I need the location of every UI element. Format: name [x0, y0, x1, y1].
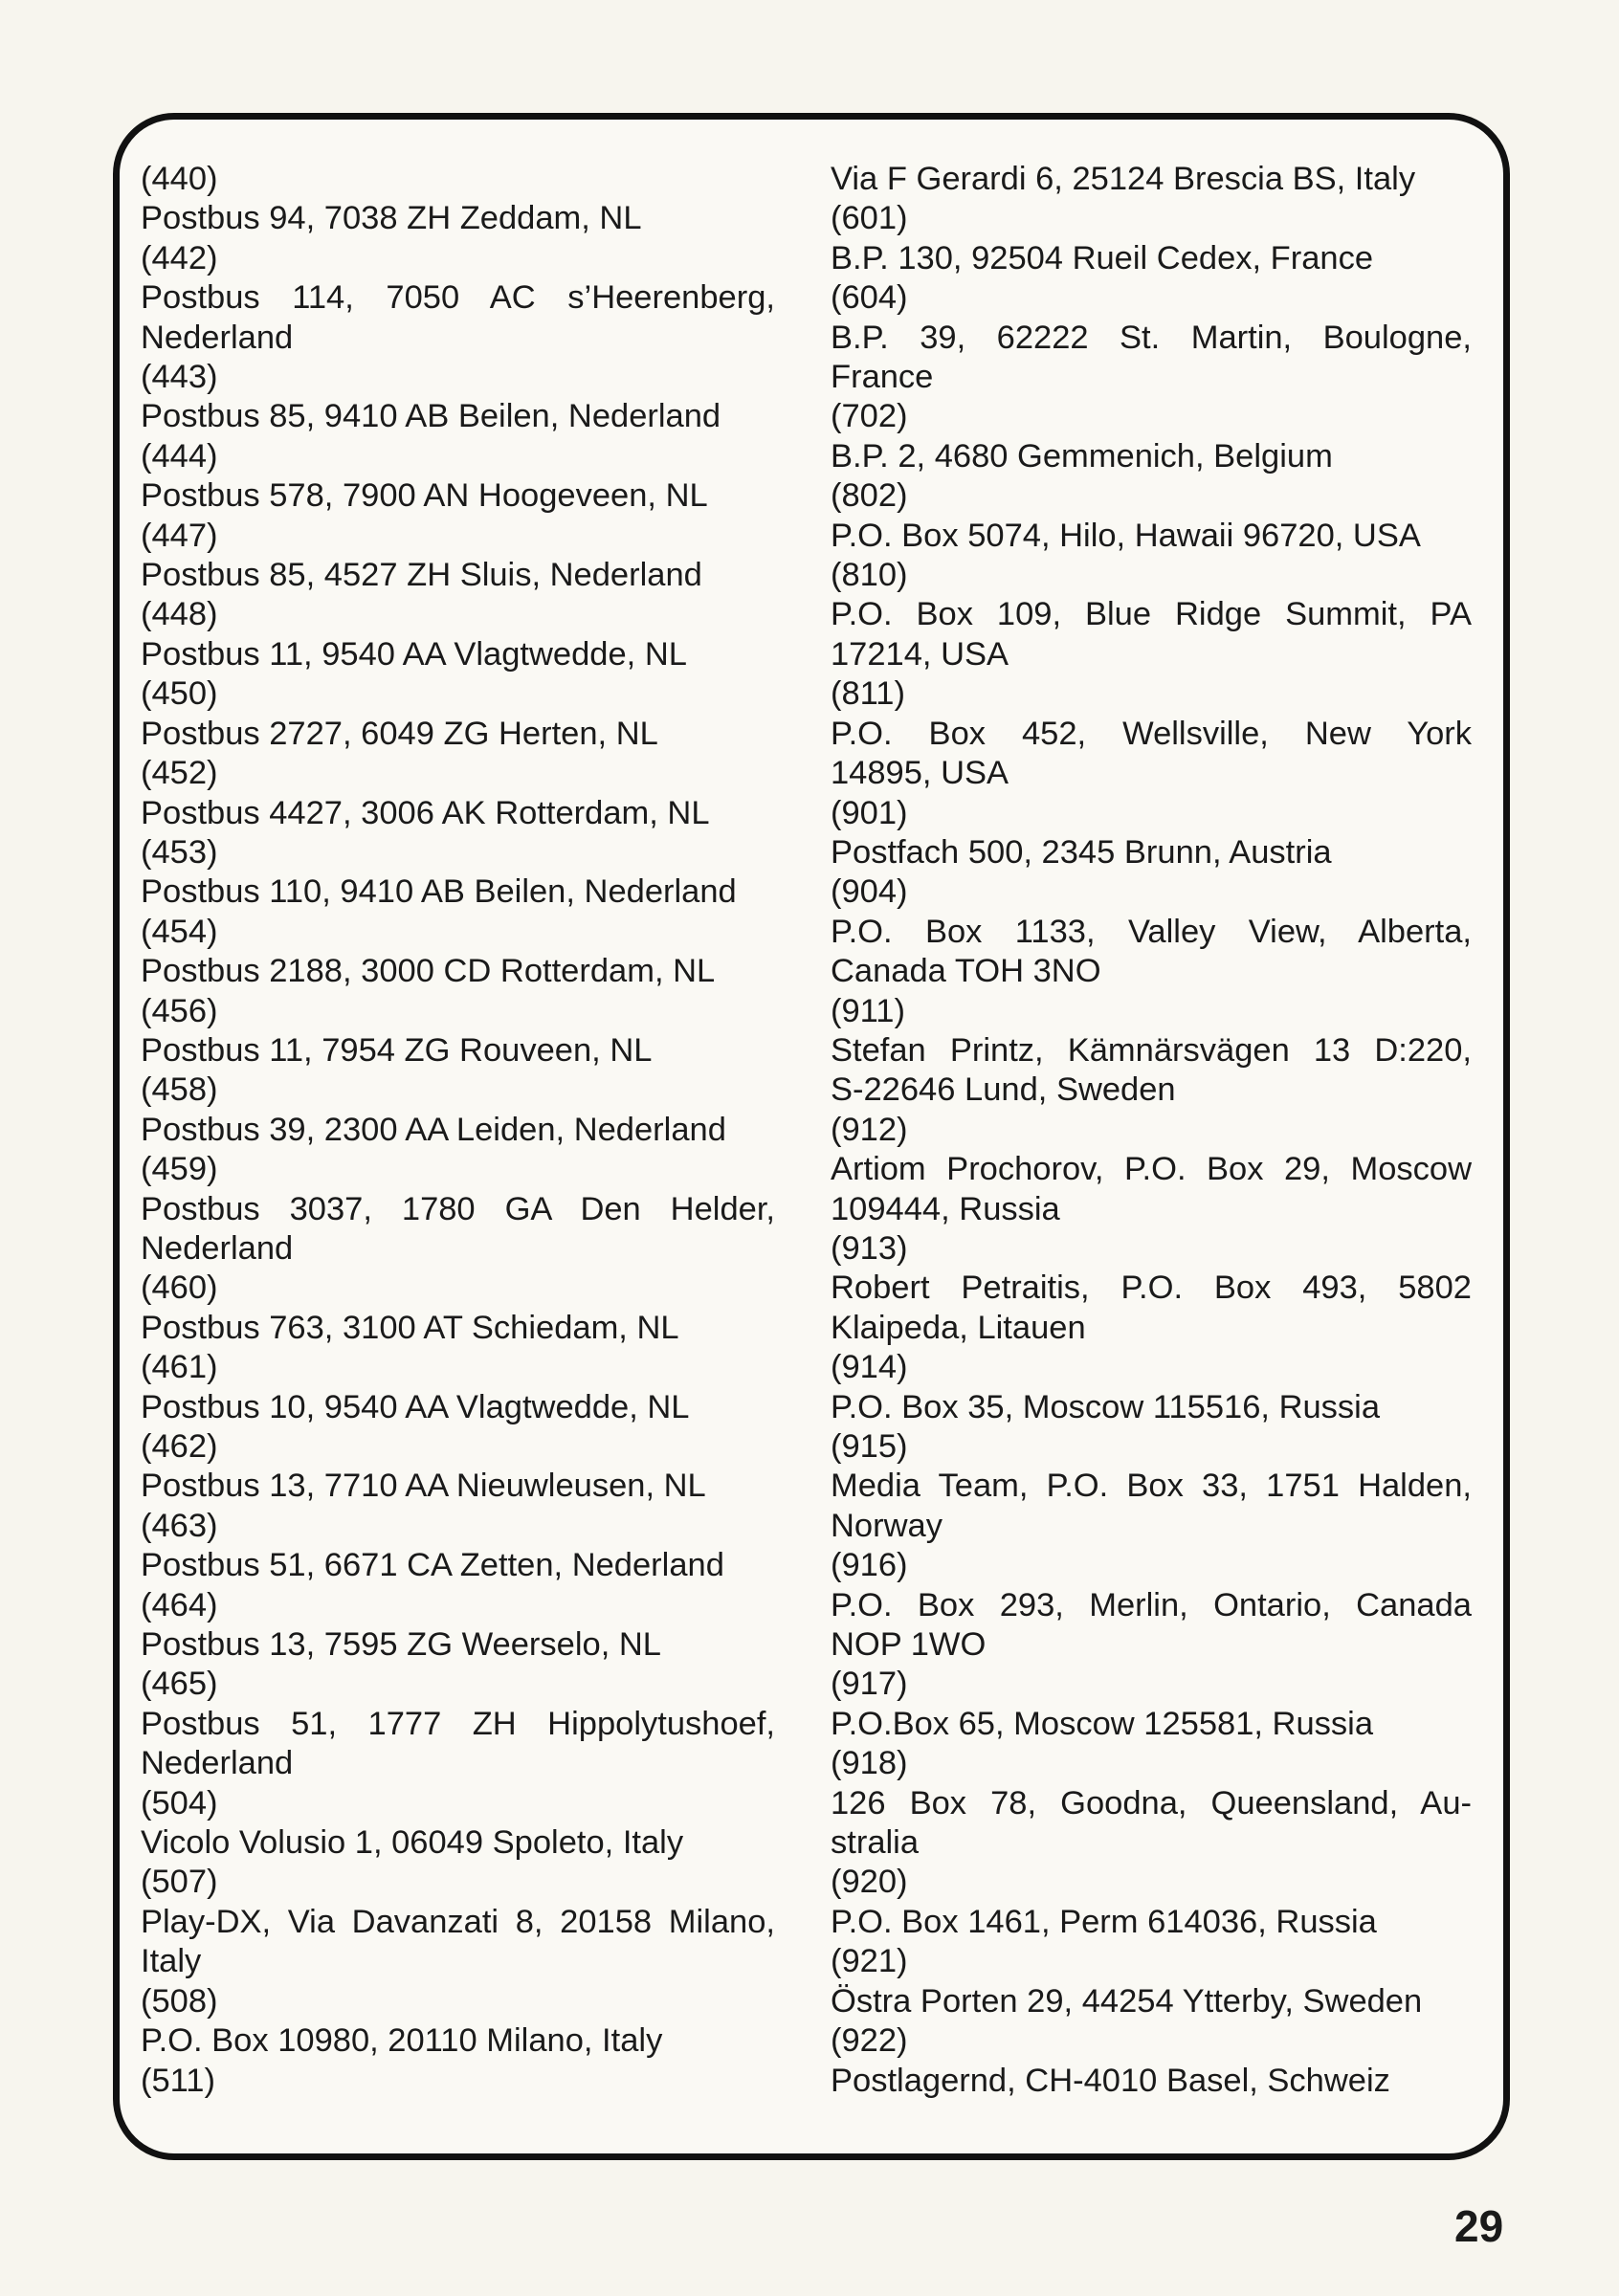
address-line: Postfach 500, 2345 Brunn, Austria: [831, 833, 1332, 871]
address-code: (922): [831, 2022, 908, 2060]
address-line: Postlagernd, CH-4010 Basel, Schweiz: [831, 2062, 1390, 2099]
page-number: 29: [1454, 2201, 1504, 2251]
address-line: Postbus 85, 4527 ZH Sluis, Nederland: [141, 557, 702, 594]
address-code: (508): [141, 1982, 218, 2020]
address-code: (465): [141, 1666, 218, 1703]
address-line: Nederland: [141, 319, 294, 356]
left-column: [141, 160, 775, 2101]
address-line: Postbus 39, 2300 AA Leiden, Nederland: [141, 1111, 726, 1148]
address-code: (507): [141, 1864, 218, 1901]
address-line: stralia: [831, 1824, 920, 1862]
address-code: (911): [831, 992, 905, 1029]
address-line: 14895, USA: [831, 755, 1009, 792]
address-line: 17214, USA: [831, 635, 1009, 673]
address-line: Nederland: [141, 1745, 294, 1782]
address-line: P.O. Box 109, Blue Ridge Summit, PA: [831, 596, 1472, 633]
address-line: Postbus 2188, 3000 CD Rotterdam, NL: [141, 953, 716, 990]
address-line: Postbus 578, 7900 AN Hoogeveen, NL: [141, 477, 708, 515]
address-line: P.O. Box 35, Moscow 115516, Russia: [831, 1388, 1381, 1425]
address-line: Canada TOH 3NO: [831, 953, 1101, 990]
address-code: (461): [141, 1349, 218, 1386]
address-code: (920): [831, 1864, 908, 1901]
address-code: (443): [141, 359, 218, 396]
address-code: (462): [141, 1428, 218, 1465]
address-line: Postbus 4427, 3006 AK Rotterdam, NL: [141, 794, 710, 831]
address-code: (450): [141, 675, 218, 713]
address-line: Artiom Prochorov, P.O. Box 29, Moscow: [831, 1151, 1472, 1188]
address-line: P.O. Box 293, Merlin, Ontario, Canada: [831, 1586, 1472, 1623]
address-line: Postbus 51, 6671 CA Zetten, Nederland: [141, 1547, 724, 1584]
address-line: Vicolo Volusio 1, 06049 Spoleto, Italy: [141, 1824, 684, 1862]
address-line: S-22646 Lund, Sweden: [831, 1071, 1176, 1109]
address-line: P.O. Box 5074, Hilo, Hawaii 96720, USA: [831, 517, 1421, 554]
address-line: Östra Porten 29, 44254 Ytterby, Sweden: [831, 1982, 1423, 2020]
address-line: P.O. Box 10980, 20110 Milano, Italy: [141, 2022, 663, 2060]
address-line: Postbus 85, 9410 AB Beilen, Nederland: [141, 398, 721, 435]
address-code: (921): [831, 1943, 908, 1980]
address-line: B.P. 2, 4680 Gemmenich, Belgium: [831, 437, 1333, 475]
address-line: P.O. Box 452, Wellsville, New York: [831, 715, 1472, 752]
address-line: Via F Gerardi 6, 25124 Brescia BS, Italy: [831, 161, 1416, 197]
address-code: (914): [831, 1349, 908, 1386]
address-line: Postbus 114, 7050 AC s’Heerenberg,: [141, 279, 775, 317]
address-line: B.P. 130, 92504 Rueil Cedex, France: [831, 239, 1374, 276]
address-code: (504): [141, 1784, 218, 1821]
address-line: Stefan Printz, Kämnärsvägen 13 D:220,: [831, 1031, 1472, 1069]
address-code: (811): [831, 675, 905, 713]
address-line: Klaipeda, Litauen: [831, 1309, 1086, 1346]
address-line: Italy: [141, 1943, 202, 1980]
address-line: 109444, Russia: [831, 1190, 1060, 1227]
address-line: Play-DX, Via Davanzati 8, 20158 Milano,: [141, 1903, 775, 1940]
address-line: Postbus 13, 7595 ZG Weerselo, NL: [141, 1626, 661, 1664]
address-line: Robert Petraitis, P.O. Box 493, 5802: [831, 1269, 1472, 1307]
address-code: (916): [831, 1547, 908, 1584]
address-code: (458): [141, 1071, 218, 1109]
address-line: France: [831, 359, 934, 396]
address-line: Media Team, P.O. Box 33, 1751 Halden,: [831, 1468, 1472, 1505]
address-code: (810): [831, 557, 908, 594]
address-code: (447): [141, 517, 218, 554]
address-line: Postbus 110, 9410 AB Beilen, Nederland: [141, 873, 737, 911]
address-code: (802): [831, 477, 908, 515]
address-code: (601): [831, 200, 908, 237]
address-line: Postbus 763, 3100 AT Schiedam, NL: [141, 1309, 679, 1346]
address-code: (917): [831, 1666, 908, 1703]
address-code: (604): [831, 279, 908, 317]
address-line: Postbus 3037, 1780 GA Den Helder,: [141, 1190, 775, 1227]
address-line: Postbus 2727, 6049 ZG Herten, NL: [141, 715, 658, 752]
address-line: Postbus 13, 7710 AA Nieuwleusen, NL: [141, 1468, 706, 1505]
address-line: Postbus 11, 7954 ZG Rouveen, NL: [141, 1031, 653, 1069]
right-column: [831, 160, 1472, 2101]
address-code: (456): [141, 992, 218, 1029]
address-line: 126 Box 78, Goodna, Queensland, Au-: [831, 1784, 1472, 1821]
address-code: (453): [141, 833, 218, 871]
address-code: (442): [141, 239, 218, 276]
address-code: (463): [141, 1507, 218, 1544]
address-line: P.O.Box 65, Moscow 125581, Russia: [831, 1705, 1374, 1742]
address-code: (464): [141, 1586, 218, 1623]
address-code: (459): [141, 1151, 218, 1188]
address-code: (702): [831, 398, 908, 435]
address-line: NOP 1WO: [831, 1626, 987, 1664]
address-line: Postbus 51, 1777 ZH Hippolytushoef,: [141, 1705, 775, 1742]
address-line: P.O. Box 1461, Perm 614036, Russia: [831, 1903, 1377, 1940]
address-line: Postbus 11, 9540 AA Vlagtwedde, NL: [141, 635, 687, 673]
address-line: Nederland: [141, 1229, 294, 1267]
address-code: (440): [141, 161, 218, 197]
address-code: (454): [141, 913, 218, 950]
address-code: (901): [831, 794, 908, 831]
address-code: (452): [141, 755, 218, 792]
address-code: (444): [141, 437, 218, 475]
address-code: (918): [831, 1745, 908, 1782]
address-code: (912): [831, 1111, 908, 1148]
address-code: (511): [141, 2062, 215, 2099]
address-code: (448): [141, 596, 218, 633]
address-line: P.O. Box 1133, Valley View, Alberta,: [831, 913, 1472, 950]
address-line: B.P. 39, 62222 St. Martin, Boulogne,: [831, 319, 1472, 356]
address-line: Norway: [831, 1507, 943, 1544]
address-code: (913): [831, 1229, 908, 1267]
address-code: (915): [831, 1428, 908, 1465]
address-code: (460): [141, 1269, 218, 1307]
address-code: (904): [831, 873, 908, 911]
address-line: Postbus 94, 7038 ZH Zeddam, NL: [141, 200, 642, 237]
address-line: Postbus 10, 9540 AA Vlagtwedde, NL: [141, 1388, 690, 1425]
